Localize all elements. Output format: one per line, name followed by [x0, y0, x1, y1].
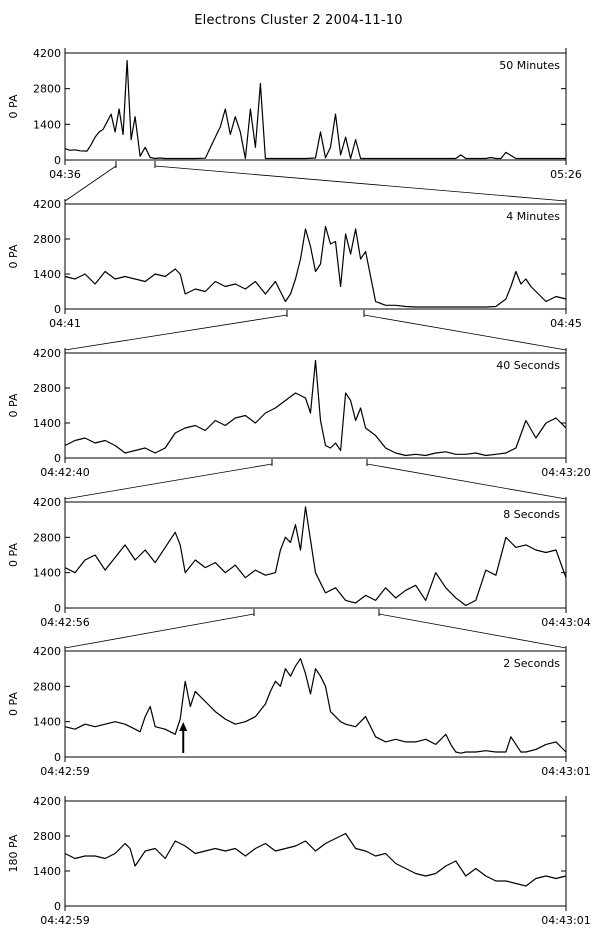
y-tick-label: 0 — [54, 900, 61, 913]
y-tick-label: 2800 — [33, 82, 61, 96]
panel-6 — [65, 796, 566, 911]
y-tick-label: 4200 — [33, 347, 61, 360]
plot-frame — [65, 204, 566, 309]
zoom-connector-right — [367, 464, 566, 499]
y-tick-label: 1400 — [33, 715, 61, 729]
duration-label: 4 Minutes — [506, 210, 560, 223]
series-line — [65, 834, 566, 887]
x-tick-label-end: 05:26 — [550, 168, 582, 181]
panel-5 — [65, 646, 566, 762]
panel-3 — [65, 348, 566, 499]
x-tick-label-end: 04:45 — [550, 317, 582, 330]
zoom-connector-right — [155, 166, 566, 201]
x-tick-label-end: 04:43:01 — [541, 914, 591, 927]
zoom-connector-left — [65, 464, 272, 499]
x-tick-label-end: 04:43:20 — [541, 466, 591, 479]
panel-2 — [65, 199, 566, 350]
duration-label: 2 Seconds — [503, 657, 560, 670]
panel-1 — [65, 48, 566, 201]
y-tick-label: 4200 — [33, 795, 61, 808]
x-tick-label-start: 04:42:59 — [40, 914, 90, 927]
y-tick-label: 0 — [54, 602, 61, 615]
y-tick-label: 2800 — [33, 531, 61, 545]
x-tick-label-end: 04:43:01 — [541, 765, 591, 778]
series-line — [65, 659, 566, 754]
series-line — [65, 61, 566, 159]
plot-frame — [65, 651, 566, 757]
figure-title: Electrons Cluster 2 2004-11-10 — [194, 13, 403, 28]
x-tick-label-start: 04:36 — [49, 168, 81, 181]
y-tick-label: 4200 — [33, 645, 61, 658]
y-tick-label: 1400 — [33, 118, 61, 132]
plot-frame — [65, 353, 566, 458]
x-tick-label-start: 04:42:56 — [40, 616, 90, 629]
panel-4 — [65, 497, 566, 648]
y-tick-label: 0 — [54, 303, 61, 316]
duration-label: 40 Seconds — [496, 359, 560, 372]
zoom-connector-left — [65, 315, 287, 350]
annotation-arrow-head — [179, 722, 187, 731]
y-axis-label: 0 PA — [7, 692, 20, 716]
y-tick-label: 2800 — [33, 830, 61, 843]
y-tick-label: 1400 — [33, 566, 61, 580]
y-tick-label: 2800 — [33, 680, 61, 694]
duration-label: 50 Minutes — [499, 59, 560, 72]
zoom-connector-right — [364, 315, 566, 350]
series-line — [65, 507, 566, 606]
y-tick-label: 0 — [54, 751, 61, 764]
plot-frame — [65, 53, 566, 160]
y-tick-label: 1400 — [33, 268, 61, 281]
plot-frame — [65, 801, 566, 906]
y-tick-label: 0 — [54, 452, 61, 465]
x-tick-label-start: 04:42:40 — [40, 466, 90, 479]
y-axis-label: 0 PA — [7, 244, 20, 269]
x-tick-label-start: 04:42:59 — [40, 765, 90, 778]
series-line — [65, 361, 566, 456]
y-tick-label: 4200 — [33, 47, 61, 60]
y-tick-label: 4200 — [33, 496, 61, 509]
duration-label: 8 Seconds — [503, 508, 560, 521]
y-axis-label: 0 PA — [7, 94, 20, 119]
zoom-connector-right — [379, 614, 566, 648]
y-tick-label: 0 — [54, 154, 61, 167]
series-line — [65, 227, 566, 308]
y-axis-label: 0 PA — [7, 393, 20, 418]
y-tick-label: 1400 — [33, 417, 61, 430]
y-axis-label: 180 PA — [7, 834, 20, 873]
x-tick-label-start: 04:41 — [49, 317, 81, 330]
zoom-connector-left — [65, 614, 254, 648]
y-tick-label: 2800 — [33, 233, 61, 246]
y-tick-label: 2800 — [33, 382, 61, 395]
y-tick-label: 1400 — [33, 865, 61, 878]
y-tick-label: 4200 — [33, 198, 61, 211]
y-axis-label: 0 PA — [7, 543, 20, 567]
x-tick-label-end: 04:43:04 — [541, 616, 591, 629]
